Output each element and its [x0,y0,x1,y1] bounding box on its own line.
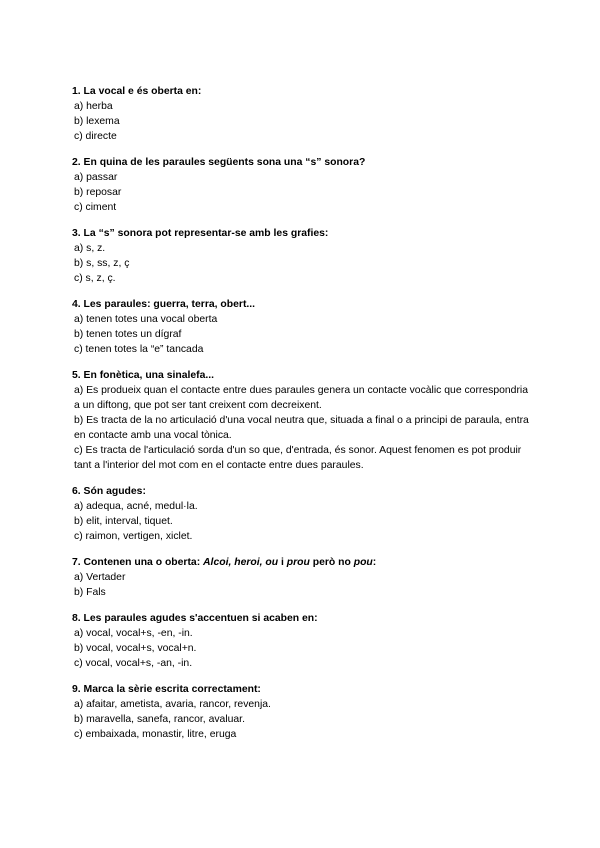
answer-option: a) afaitar, ametista, avaria, rancor, revenja. [74,699,271,710]
title-italic-word: prou [283,557,313,568]
title-italic-word: ou [262,557,281,568]
answer-option: b) Es tracta de la no articulació d'una vocal neutra que, situada a final o a principi de paraula, entra en contacte amb una vocal tònica. [74,415,529,441]
answer-option: a) Vertader [74,572,126,583]
question-2 [72,155,532,215]
answer-option: c) embaixada, monastir, litre, eruga [74,729,237,740]
answer-option: a) passar [74,172,118,183]
question-6 [72,484,532,544]
question-title: 2. En quina de les paraules següents sona una “s” sonora? [72,157,366,168]
question-title: 6. Són agudes: [72,486,146,497]
question-title: 8. Les paraules agudes s'accentuen si acaben en: [72,613,318,624]
question-title: 1. La vocal e és oberta en: [72,86,202,97]
question-5 [72,368,532,473]
question-4 [72,297,532,357]
question-9 [72,682,532,742]
answer-option: c) tenen totes la “e” tancada [74,344,204,355]
answer-option: a) s, z. [74,243,106,254]
title-prefix: 7. Contenen una o oberta: [72,557,204,568]
answer-option: c) directe [74,131,117,142]
answer-option: b) s, ss, z, ç [74,258,130,269]
answer-option: b) elit, interval, tiquet. [74,516,173,527]
answer-option: c) vocal, vocal+s, -an, -in. [74,658,193,669]
question-title: 5. En fonètica, una sinalefa... [72,370,215,381]
question-1 [72,84,532,144]
answer-option: c) Es tracta de l'articulació sorda d'un so que, d'entrada, és sonor. Aquest fenomen es pot produir tant a l'interior del mot com en el contacte entre dues paraules. [74,445,522,471]
question-7 [72,555,532,600]
answer-option: a) tenen totes una vocal oberta [74,314,218,325]
question-8 [72,611,532,671]
answer-option: a) herba [74,101,113,112]
question-title: 3. La “s” sonora pot representar-se amb les grafies: [72,228,329,239]
title-colon: : [372,557,377,568]
answer-option: b) vocal, vocal+s, vocal+n. [74,643,197,654]
title-conjunction: i [280,557,284,568]
title-text: però no [312,557,354,568]
answer-option: b) lexema [74,116,120,127]
answer-option: b) maravella, sanefa, rancor, avaluar. [74,714,245,725]
answer-option: b) reposar [74,187,122,198]
question-title [72,555,532,570]
answer-option: c) raimon, vertigen, xiclet. [74,531,193,542]
answer-option: a) Es produeix quan el contacte entre dues paraules genera un contacte vocàlic que correspondria a un diftong, que pot ser tant creixent com decreixent. [74,385,529,411]
answer-option: c) ciment [74,202,117,213]
question-title: 4. Les paraules: guerra, terra, obert... [72,299,256,310]
answer-option: c) s, z, ç. [74,273,116,284]
question-3 [72,226,532,286]
answer-option: a) adequa, acné, medul·la. [74,501,198,512]
title-italic-words: Alcoi, heroi, [203,557,263,568]
answer-option: b) tenen totes un dígraf [74,329,182,340]
title-italic-word: pou [353,557,373,568]
quiz-document [72,84,532,753]
question-title: 9. Marca la sèrie escrita correctament: [72,684,261,695]
answer-option: b) Fals [74,587,106,598]
answer-option: a) vocal, vocal+s, -en, -in. [74,628,193,639]
